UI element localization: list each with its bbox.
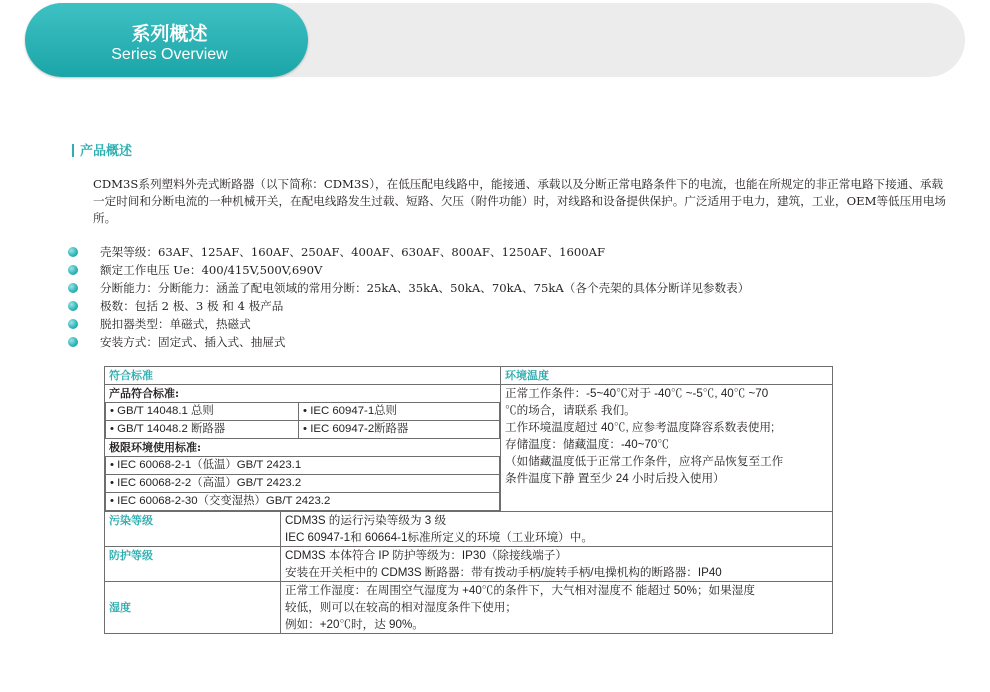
pollution-line: CDM3S 的运行污染等级为 3 级 — [285, 514, 447, 527]
feature-item: 额定工作电压 Ue：400/415V,500V,690V — [68, 261, 749, 279]
pollution-line: IEC 60947-1和 60664-1标准所定义的环境（工业环境）中。 — [285, 531, 593, 544]
product-std-item: • GB/T 14048.1 总则 — [106, 403, 299, 421]
feature-item: 极数：包括 2 极、3 极 和 4 极产品 — [68, 297, 749, 315]
standards-header: 符合标准 — [105, 367, 501, 385]
section-heading-text: 产品概述 — [80, 144, 133, 159]
bullet-icon — [68, 247, 78, 257]
spec-table — [104, 366, 833, 634]
env-temp-header: 环境温度 — [501, 367, 833, 385]
extreme-std-item: • IEC 60068-2-1（低温）GB/T 2423.1 — [106, 457, 500, 475]
bullet-icon — [68, 283, 78, 293]
humidity-line: 正常工作湿度：在周围空气湿度为 +40℃的条件下，大气相对湿度不 能超过 50%；如果湿度 — [285, 584, 755, 597]
env-line: 正常工作条件：-5~40℃对于 -40℃ ~-5℃, 40℃ ~70 — [505, 387, 769, 400]
humidity-line: 较低，则可以在较高的相对湿度条件下使用； — [285, 601, 517, 614]
standards-cell — [105, 385, 501, 512]
intro-paragraph: CDM3S系列塑料外壳式断路器（以下简称：CDM3S），在低压配电线路中，能接通、承载以及分断正常电路条件下的电流，也能在所规定的非正常电路下接通、承载一定时间和分断电流的一种机械开关，在配电线路发生过载、短路、欠压（附件功能）时，对线路和设备提供保护。广泛适用于电力，建筑，工业，OEM等低压用电场所。 — [93, 177, 947, 225]
product-std-table — [105, 402, 500, 439]
env-line: ℃的场合，请联系 我们。 — [505, 404, 636, 417]
pollution-label: 污染等级 — [105, 512, 281, 547]
section-heading — [72, 140, 132, 159]
env-temp-cell — [501, 385, 833, 512]
header-subtitle: Series Overview — [111, 46, 228, 63]
extreme-std-item: • IEC 60068-2-2（高温）GB/T 2423.2 — [106, 475, 500, 493]
humidity-cell — [281, 582, 833, 634]
extreme-std-item: • IEC 60068-2-30（交变湿热）GB/T 2423.2 — [106, 493, 500, 511]
heading-bar-icon — [72, 144, 74, 157]
feature-list — [68, 243, 749, 351]
feature-item: 壳架等级：63AF、125AF、160AF、250AF、400AF、630AF、800AF、1250AF、1600AF — [68, 243, 749, 261]
env-line: 存储温度：储藏温度：-40~70℃ — [505, 438, 669, 451]
feature-item: 安装方式：固定式、插入式、抽屉式 — [68, 333, 749, 351]
extreme-std-label: 极限环境使用标准: — [109, 441, 202, 454]
bullet-icon — [68, 337, 78, 347]
env-line: （如储藏温度低于正常工作条件，应将产品恢复至工作 — [505, 455, 784, 468]
protection-line: CDM3S 本体符合 IP 防护等级为：IP30（除接线端子） — [285, 549, 567, 562]
feature-item: 分断能力：分断能力：涵盖了配电领域的常用分断：25kA、35kA、50kA、70kA、75kA（各个壳架的具体分断详见参数表） — [68, 279, 749, 297]
humidity-line: 例如：+20℃时，达 90%。 — [285, 618, 424, 631]
product-std-label: 产品符合标准: — [109, 387, 180, 400]
protection-cell — [281, 547, 833, 582]
bullet-icon — [68, 319, 78, 329]
env-line: 条件温度下静 置至少 24 小时后投入使用） — [505, 472, 725, 485]
extreme-std-table — [105, 456, 500, 511]
pollution-cell — [281, 512, 833, 547]
product-std-item: • IEC 60947-1总则 — [299, 403, 500, 421]
bullet-icon — [68, 265, 78, 275]
feature-item: 脱扣器类型：单磁式，热磁式 — [68, 315, 749, 333]
humidity-label: 湿度 — [105, 582, 281, 634]
protection-label: 防护等级 — [105, 547, 281, 582]
env-line: 工作环境温度超过 40℃, 应参考温度降容系数表使用; — [505, 421, 775, 434]
protection-line: 安装在开关柜中的 CDM3S 断路器：带有拨动手柄/旋转手柄/电操机构的断路器：IP40 — [285, 566, 722, 579]
header-title: 系列概述 — [131, 23, 208, 45]
header-title-pill — [25, 3, 308, 77]
product-std-item: • IEC 60947-2断路器 — [299, 421, 500, 439]
product-std-item: • GB/T 14048.2 断路器 — [106, 421, 299, 439]
bullet-icon — [68, 301, 78, 311]
